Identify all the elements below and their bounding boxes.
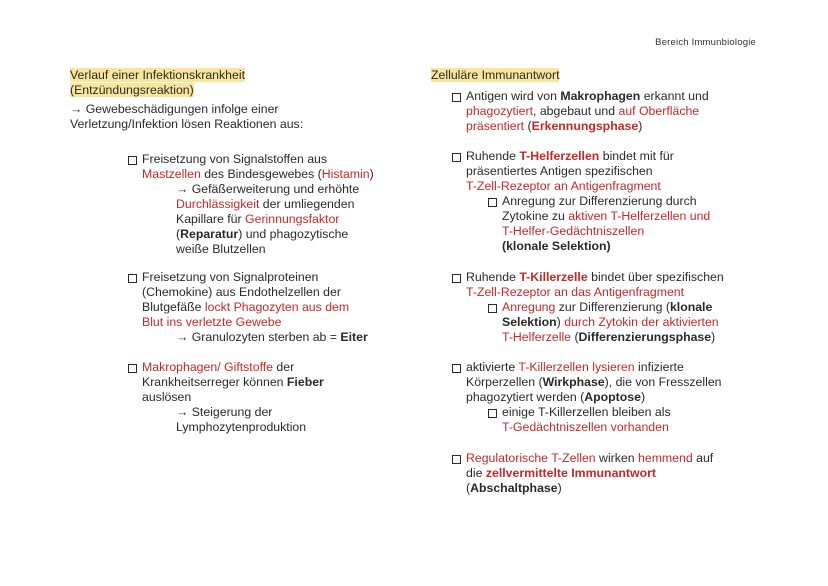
text-line (502, 300, 782, 345)
text-span: Krankheitserreger können (142, 375, 287, 389)
text-span: → Granulozyten sterben ab = (176, 330, 341, 344)
text-span: Makrophagen (560, 89, 641, 103)
text-span: Verlauf einer Infektionskrankheit (70, 68, 245, 82)
text-line (176, 197, 408, 212)
text-line (466, 89, 782, 104)
right-column (431, 68, 776, 83)
right-item-1 (452, 89, 782, 134)
text-span: Reparatur (180, 227, 239, 241)
text-span: die (466, 466, 486, 480)
text-span: Ruhende (466, 149, 520, 163)
checkbox-icon (488, 198, 497, 207)
text-span: einige T-Killerzellen bleiben als (502, 405, 671, 419)
right-item-5 (452, 451, 782, 496)
text-span: phagozytiert (466, 104, 533, 118)
text-span: Zytokine zu (502, 209, 569, 223)
text-span: Abschaltphase (470, 481, 558, 495)
text-span: phagozytiert werden ( (466, 390, 585, 404)
text-line (466, 89, 782, 134)
text-line (502, 315, 782, 330)
text-span: Antigen wird von (466, 89, 561, 103)
text-line (176, 330, 408, 345)
text-span: Regulatorische T-Zellen (466, 451, 596, 465)
text-span: lockt Phagozyten aus dem (204, 300, 350, 314)
text-span: präsentiertes Antigen spezifischen (466, 164, 653, 178)
text-span: Erkennungsphase (531, 119, 639, 133)
right-title (431, 68, 776, 83)
text-span: → Gefäßerweiterung und erhöhte (176, 182, 360, 196)
text-span: Anregung (502, 300, 556, 314)
text-span: → Steigerung der (176, 405, 273, 419)
text-line (142, 375, 408, 390)
text-line (142, 300, 408, 315)
text-span: Differenzierungsphase (578, 330, 712, 344)
text-span: ) (369, 167, 374, 181)
text-span: aktivierte (466, 360, 519, 374)
text-span: zur Differenzierung ( (555, 300, 670, 314)
text-line (466, 481, 782, 496)
text-span: Gerinnungsfaktor (245, 212, 340, 226)
right-item-3 (452, 270, 782, 345)
text-span: Selektion (502, 315, 557, 329)
right-item-2-sub (488, 194, 782, 254)
text-span: Fieber (286, 375, 324, 389)
text-line (142, 360, 408, 375)
text-line (176, 182, 408, 257)
text-line (176, 212, 408, 227)
text-span: zellvermittelte Immunantwort (485, 466, 656, 480)
text-span: (Chemokine) aus Endothelzellen der (142, 285, 341, 299)
checkbox-icon (488, 409, 497, 418)
checkbox-icon (452, 93, 461, 102)
text-span: T-Helfer-Gedächtniszellen (502, 224, 645, 238)
text-span: Apoptose (584, 390, 641, 404)
right-item-3-sub (488, 300, 782, 345)
text-line (466, 104, 782, 119)
text-span: Blutgefäße (142, 300, 205, 314)
text-line (502, 330, 782, 345)
text-span: T-Gedächtniszellen vorhanden (502, 420, 669, 434)
text-span: T-Zell-Rezeptor an das Antigenfragment (466, 285, 685, 299)
text-span: T-Zell-Rezeptor an Antigenfragment (466, 179, 661, 193)
text-span: hemmend (638, 451, 693, 465)
text-line (466, 375, 782, 390)
text-line (502, 194, 782, 254)
text-span: Wirkphase (542, 375, 605, 389)
text-span: auslösen (142, 390, 192, 404)
text-span: ) (557, 481, 562, 495)
text-span: , abgebaut und (533, 104, 619, 118)
text-span: der (273, 360, 295, 374)
text-line (466, 451, 782, 466)
text-line (502, 405, 782, 435)
text-span: durch Zytokin der aktivierten (564, 315, 719, 329)
text-span: Freisetzung von Signalstoffen aus (142, 152, 328, 166)
text-line (502, 300, 782, 315)
text-span: aktiven T-Helferzellen und (568, 209, 711, 223)
text-line (142, 360, 408, 435)
text-line (176, 405, 408, 435)
text-line (502, 209, 782, 224)
text-line (176, 227, 408, 242)
checkbox-icon (488, 304, 497, 313)
text-span: ( (571, 330, 579, 344)
text-line (466, 360, 782, 435)
text-span: Histamin (321, 167, 370, 181)
checkbox-icon (452, 153, 461, 162)
text-span: ) (556, 315, 565, 329)
right-item-2 (452, 149, 782, 254)
text-line (466, 149, 782, 164)
text-span: Zelluläre Immunantwort (431, 68, 560, 82)
text-line (142, 152, 408, 257)
text-span: ) (640, 390, 646, 404)
text-span: (klonale Selektion) (502, 239, 611, 253)
text-span: der umliegenden (259, 197, 355, 211)
text-span: bindet über spezifischen (587, 270, 724, 284)
section-header: Bereich Immunbiologie (655, 37, 756, 48)
text-span: ( (176, 227, 181, 241)
right-item-4-sub (488, 405, 782, 435)
text-span: Blut ins verletzte Gewebe (142, 315, 282, 329)
text-span: Ruhende (466, 270, 520, 284)
text-span: weiße Blutzellen (176, 242, 266, 256)
text-span: auf (692, 451, 714, 465)
text-span: ) (711, 330, 716, 344)
text-span: Anregung zur Differenzierung durch (502, 194, 697, 208)
text-line (466, 270, 782, 345)
text-span: T-Helferzelle (502, 330, 572, 344)
text-span: ( (466, 481, 471, 495)
text-span: ), die von Fresszellen (604, 375, 722, 389)
left-title (70, 68, 390, 83)
text-span: T-Helferzellen (519, 149, 600, 163)
text-span: T-Killerzelle (519, 270, 588, 284)
right-item-4 (452, 360, 782, 435)
text-span: Körperzellen ( (466, 375, 543, 389)
text-span: Lymphozytenproduktion (176, 420, 307, 434)
checkbox-icon (128, 156, 137, 165)
text-span: Freisetzung von Signalproteinen (142, 270, 319, 284)
text-line (466, 390, 782, 405)
text-line (142, 270, 408, 345)
left-intro: → Gewebeschädigungen infolge einer (70, 102, 279, 116)
left-item-3 (128, 360, 408, 435)
checkbox-icon (128, 274, 137, 283)
text-line (466, 360, 782, 375)
checkbox-icon (128, 364, 137, 373)
text-line (466, 466, 782, 481)
checkbox-icon (452, 455, 461, 464)
text-span: präsentiert (466, 119, 525, 133)
text-span: ( (524, 119, 532, 133)
text-line (466, 451, 782, 496)
text-span: Kapillare für (176, 212, 246, 226)
left-item-2 (128, 270, 408, 345)
left-column (70, 68, 390, 132)
text-line (466, 119, 782, 134)
left-item-1 (128, 152, 408, 257)
text-line (466, 270, 782, 285)
text-span: auf Oberfläche (618, 104, 700, 118)
text-span: Eiter (340, 330, 368, 344)
left-intro-2: Verletzung/Infektion lösen Reaktionen aus: (70, 117, 304, 131)
text-span: klonale (669, 300, 713, 314)
text-span: des Bindesgewebes ( (200, 167, 322, 181)
text-span: ) (638, 119, 643, 133)
checkbox-icon (452, 364, 461, 373)
text-span: T-Killerzellen lysieren (518, 360, 635, 374)
text-span: erkannt und (640, 89, 709, 103)
text-line (142, 167, 408, 182)
text-span: wirken (595, 451, 639, 465)
text-span: bindet mit für (599, 149, 674, 163)
left-title-2 (70, 83, 390, 98)
text-span: Durchlässigkeit (176, 197, 260, 211)
checkbox-icon (452, 274, 461, 283)
text-span: (Entzündungsreaktion) (70, 83, 194, 97)
text-span: ) und phagozytische (238, 227, 349, 241)
text-span: Mastzellen (142, 167, 201, 181)
text-span: infizierte (634, 360, 684, 374)
text-line (466, 149, 782, 254)
text-span: Makrophagen/ Giftstoffe (142, 360, 274, 374)
